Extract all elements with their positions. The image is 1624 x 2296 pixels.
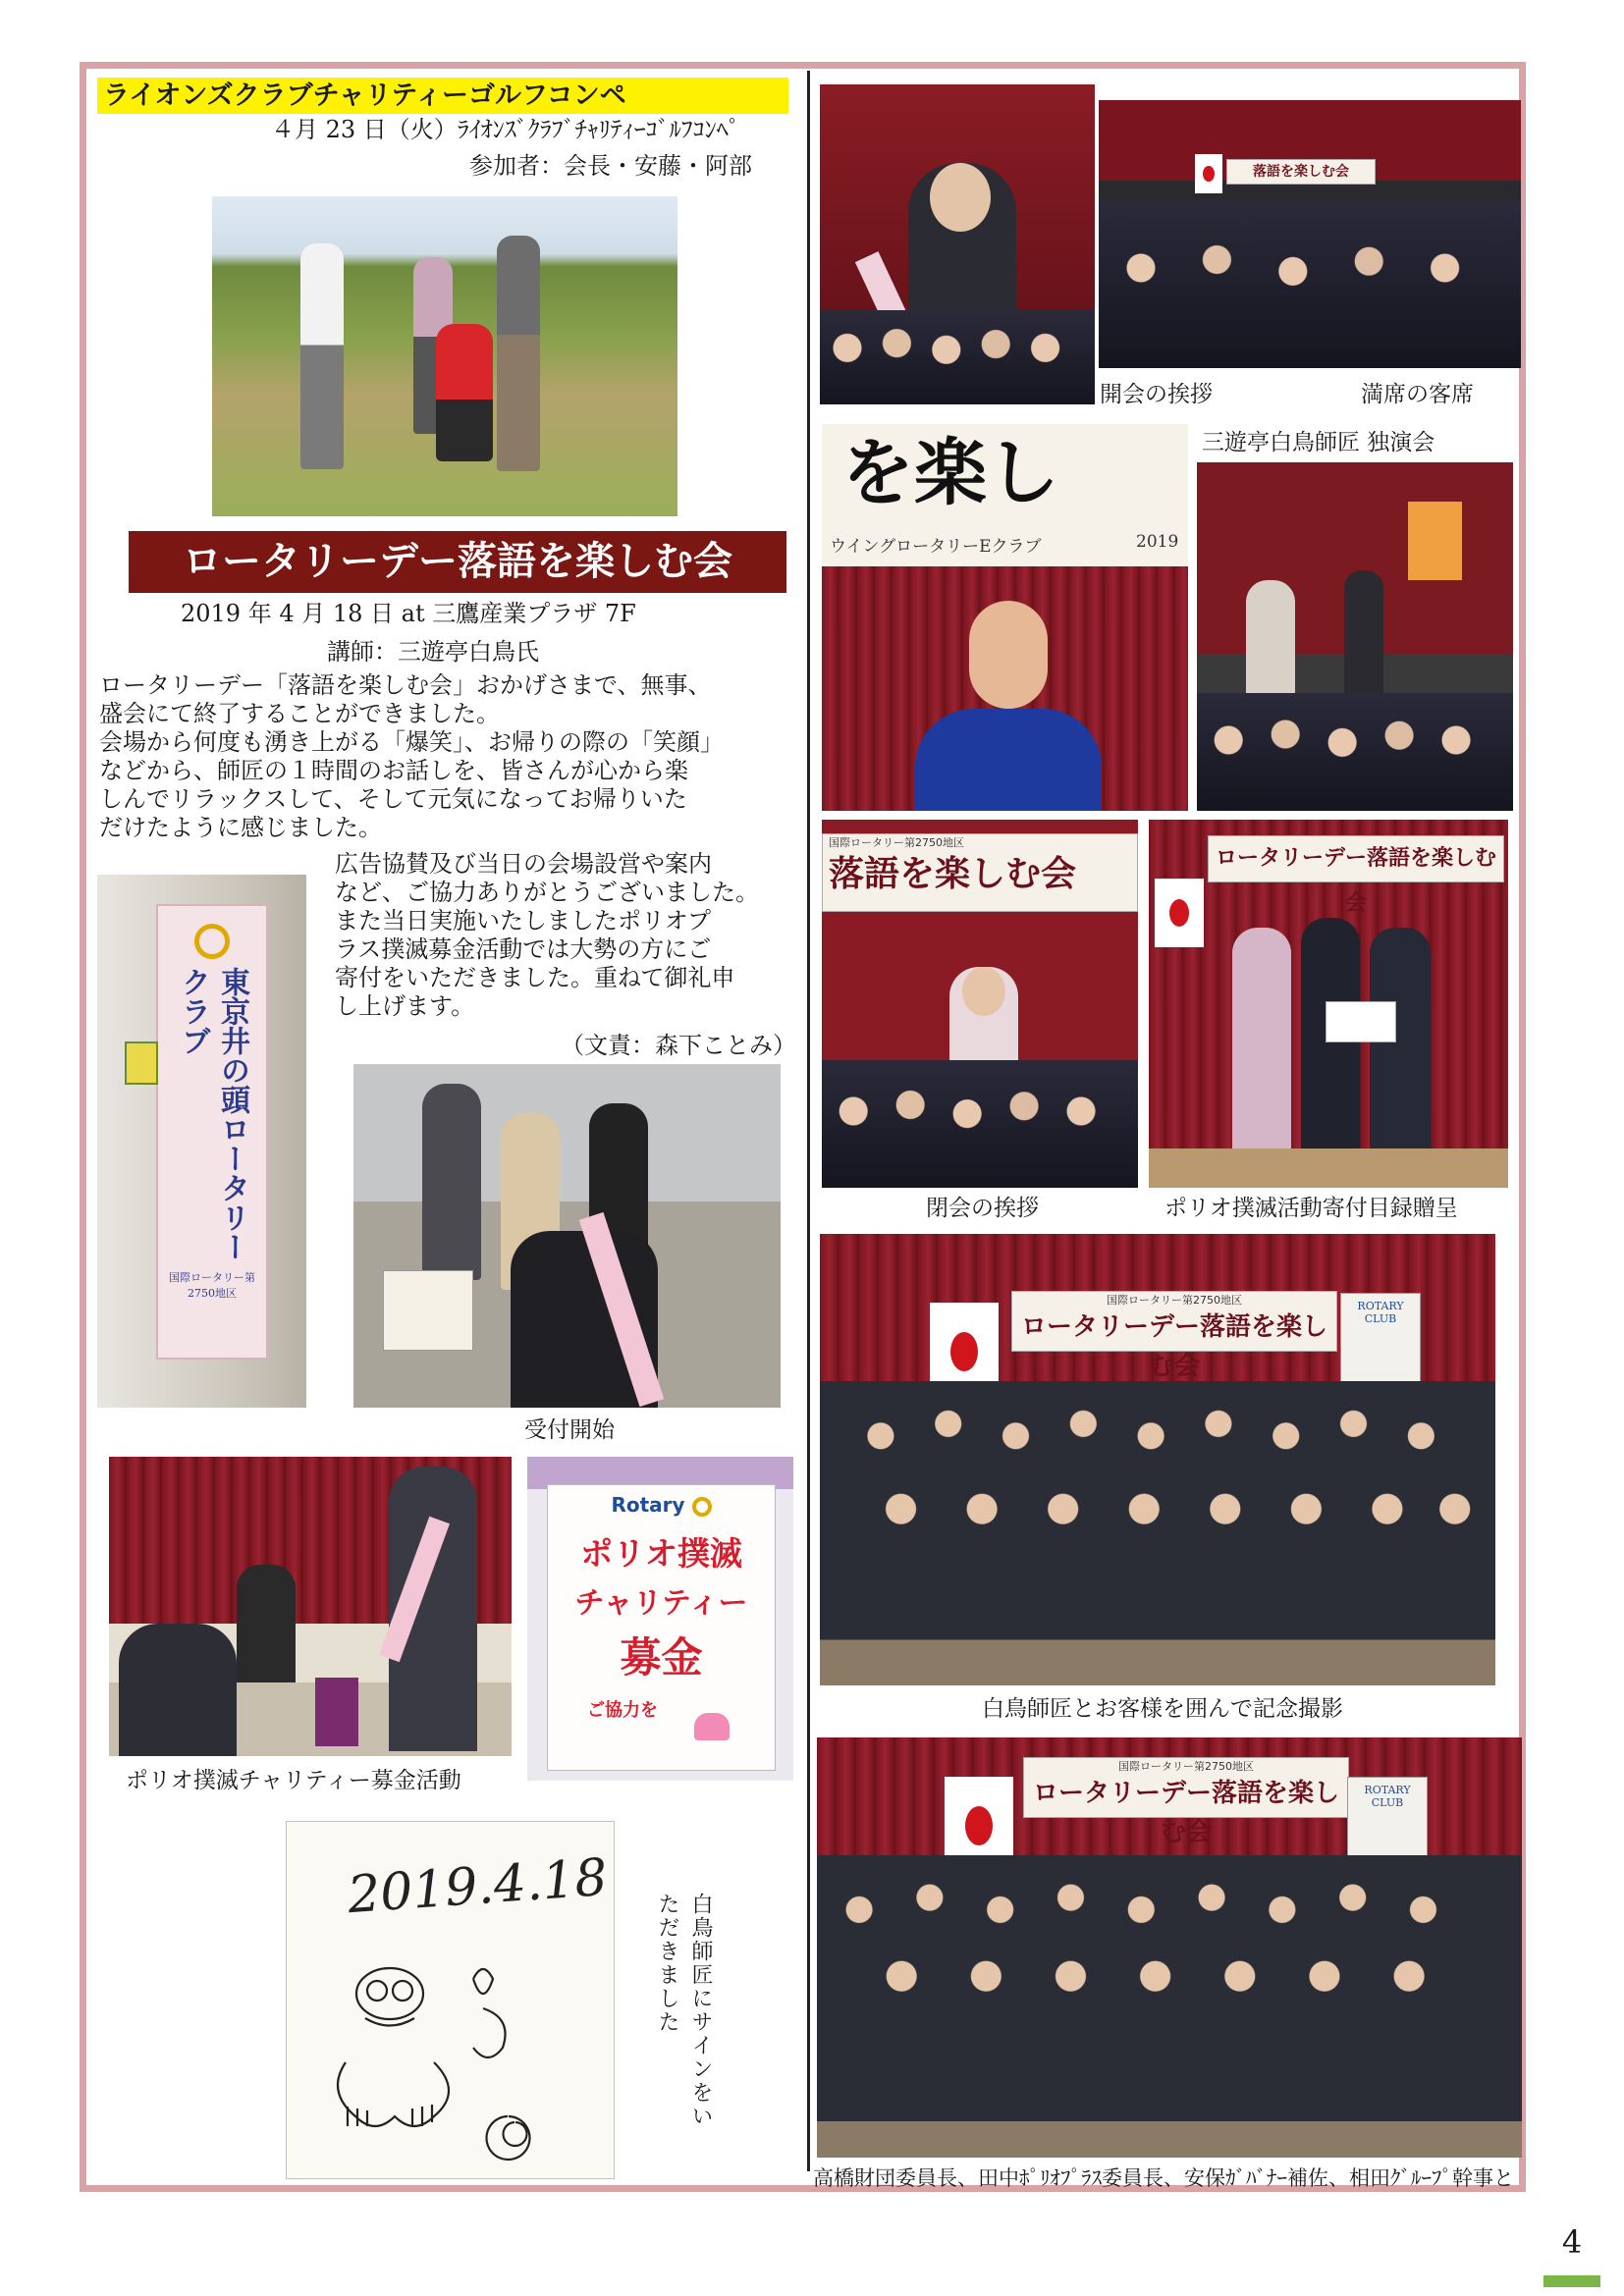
autograph-card [286,1821,615,2179]
autograph-drawing [287,1822,615,2179]
club-banner-sub: 国際ロータリー第2750地区 [169,1271,255,1300]
paragraph-line: 広告協賛及び当日の会場設営や案内 [335,850,712,878]
paragraph-line: 会場から何度も湧き上がる「爆笑」、お帰りの際の「笑顔」 [99,728,724,756]
rotary-brand-text: Rotary [611,1493,685,1517]
opening-greeting-photo [820,84,1095,404]
donation-activity-photo [109,1457,512,1756]
heart-icon [694,1713,730,1740]
rakugo-paragraph-2 [335,850,759,1021]
paragraph-line: など、ご協力ありがとうございました。 [335,879,759,906]
group1-sign-district: 国際ロータリー第2750地区 [1107,1294,1242,1307]
golf-participants: 参加者：会長・安藤・阿部 [469,152,752,180]
group1-rotary-flag: ROTARY CLUB [1357,1300,1404,1325]
rakugo-master-photo [822,424,1188,811]
group2-sign-district: 国際ロータリー第2750地区 [1118,1760,1254,1773]
autograph-note: 白鳥師匠にサインをいただきました [655,1893,713,2128]
caption-closing: 閉会の挨拶 [926,1196,1039,1221]
caption-solo-performance: 三遊亭白鳥師匠 独演会 [1202,430,1435,455]
paragraph-line: ラス撲滅募金活動では大勢の方にご [335,935,712,963]
closing-greeting-photo [822,820,1138,1188]
rakugo-lecturer: 講師：三遊亭白鳥氏 [327,638,539,666]
paragraph-line: また当日実施いたしましたポリオプ [335,907,712,934]
paragraph-line: し上げます。 [335,992,475,1020]
rakugo-paragraph-1 [99,671,724,842]
closing-sign-main: 落語を楽しむ会 [829,854,1077,894]
solo-performance-photo [1197,462,1513,811]
caption-donation-list: ポリオ撲滅活動寄付目録贈呈 [1164,1196,1458,1221]
full-house-photo [1099,100,1521,368]
paragraph-line: 寄付をいただきました。重ねて御礼申 [335,964,735,991]
group-photo-1 [820,1234,1495,1685]
rakugo-author: （文責：森下ことみ） [561,1032,796,1059]
autograph-date: 2019.4.18 [346,1847,610,1926]
paragraph-line: 盛会にて終了することができました。 [99,700,500,727]
presentation-sign: ロータリーデー落語を楽しむ会 [1208,835,1504,882]
reception-photo [353,1064,781,1408]
golf-photo [212,196,677,516]
group-photo-2 [817,1737,1522,2158]
column-divider [807,71,810,2171]
club-banner-text: 東京井の頭ロータリークラブ [176,967,249,1261]
stage-sign-rakugo [822,424,1188,566]
donation-box-photo [527,1457,793,1781]
page-number-bar [1543,2275,1600,2287]
closing-sign-district: 国際ロータリー第2750地区 [829,836,964,849]
stage-sign-year-text: 2019 [1136,532,1179,552]
group2-sign-main: ロータリーデー落語を楽しむ会 [1032,1779,1339,1847]
paragraph-line: しんでリラックスして、そして元気になってお帰りいた [99,785,687,813]
donation-box-line1: ポリオ撲滅 [580,1534,742,1573]
paragraph-line: などから、師匠の１時間のお話しを、皆さんが心から楽 [99,757,688,784]
caption-full-house: 満席の客席 [1361,382,1474,407]
group1-sign-main: ロータリーデー落語を楽しむ会 [1020,1312,1327,1381]
caption-group-1: 白鳥師匠とお客様を囲んで記念撮影 [982,1696,1343,1722]
donation-box-line2: チャリティー [574,1586,748,1621]
caption-donation-activity: ポリオ撲滅チャリティー募金活動 [126,1768,461,1793]
club-banner-photo [97,875,306,1408]
golf-title: ライオンズクラブチャリティーゴルフコンペ [97,78,788,114]
caption-opening: 開会の挨拶 [1100,382,1213,407]
stage-sign-rakugo-text: を楽し [841,431,1059,515]
paragraph-line: だけたように感じました。 [99,814,382,841]
hall-sign: 落語を楽しむ会 [1226,159,1376,185]
paragraph-line: ロータリーデー「落語を楽しむ会」おかげさまで、無事、 [99,671,712,699]
rakugo-title: ロータリーデー落語を楽しむ会 [129,531,786,593]
caption-reception: 受付開始 [524,1417,615,1443]
golf-date-line: ４月 23 日（火）ﾗｲｵﾝｽﾞｸﾗﾌﾞﾁｬﾘﾃｨｰｺﾞﾙﾌｺﾝﾍﾟ [271,116,740,143]
page-number: 4 [1561,2223,1583,2261]
stage-sign-club-text: ウイングロータリーEクラブ [830,537,1042,557]
donation-box-line4: ご協力を [587,1700,658,1721]
rotary-emblem-icon [194,924,230,959]
donation-presentation-photo [1149,820,1508,1188]
rakugo-date-line: 2019 年 4 月 18 日 at 三鷹産業プラザ 7F [181,600,636,627]
caption-group-2: 高橋財団委員長、田中ﾎﾟﾘｵﾌﾟﾗｽ委員長、安保ｶﾞﾊﾞﾅｰ補佐、相田ｸﾞﾙｰﾌﾟ幹事と [813,2166,1514,2190]
donation-box-line3: 募金 [620,1633,703,1682]
rotary-wheel-icon [692,1497,712,1517]
group2-rotary-flag: ROTARY CLUB [1364,1784,1411,1809]
